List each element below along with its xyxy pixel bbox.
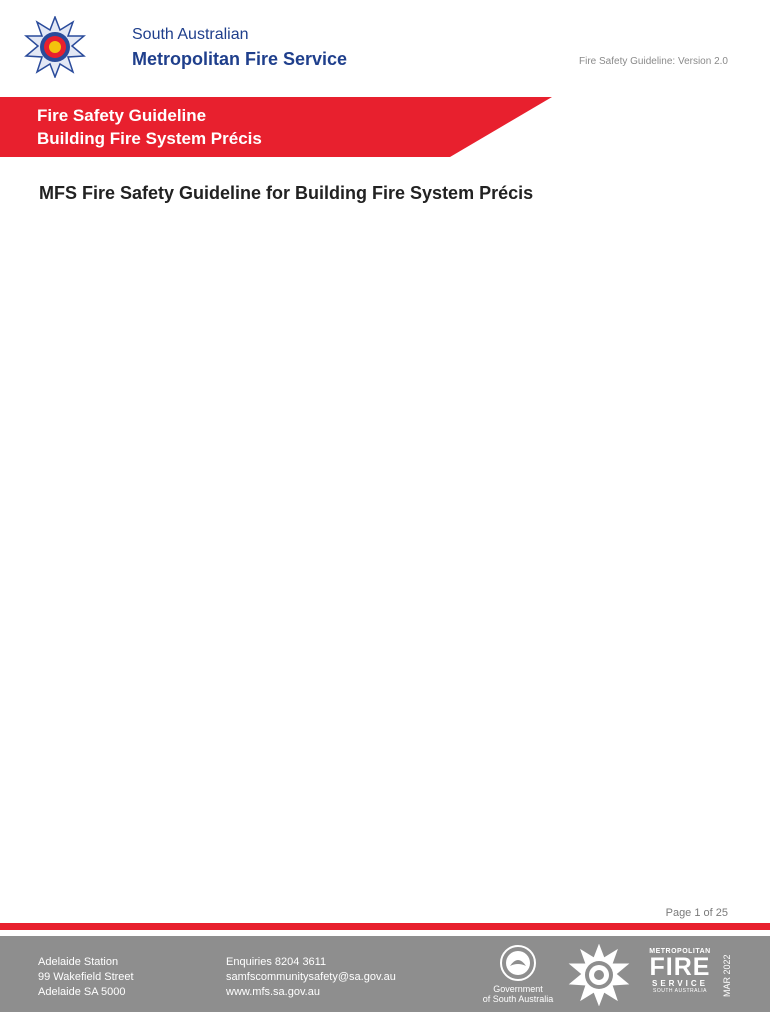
footer-address <box>38 955 134 1000</box>
phone-enquiries: Enquiries 8204 3611 <box>226 956 327 968</box>
mfs-fire-logo <box>646 948 714 994</box>
fire-logo-state: SOUTH AUSTRALIA <box>653 988 707 994</box>
piping-shrike-icon <box>499 944 537 982</box>
address-line: Adelaide SA 5000 <box>38 986 126 998</box>
mfs-footer-star-icon <box>568 944 630 1006</box>
footer-red-stripe <box>0 923 770 930</box>
fire-logo-small: METROPOLITAN <box>649 948 711 955</box>
mfs-star-badge-icon <box>24 16 86 78</box>
banner-line2: Building Fire System Précis <box>37 129 262 148</box>
page-number: Page 1 of 25 <box>665 907 728 919</box>
fire-logo-service: SERVICE <box>652 979 708 988</box>
version-label: Fire Safety Guideline: Version 2.0 <box>579 56 728 67</box>
email-link[interactable]: samfscommunitysafety@sa.gov.au <box>226 971 396 983</box>
publication-date: MAR 2022 <box>722 954 732 998</box>
footer-contact <box>226 955 396 1000</box>
document-title: MFS Fire Safety Guideline for Building Fire System Précis <box>39 183 534 203</box>
banner-title <box>37 104 262 150</box>
gov-line2: of South Australia <box>482 994 554 1004</box>
fire-logo-big: FIRE <box>649 953 711 981</box>
address-line: 99 Wakefield Street <box>38 971 134 983</box>
website-link[interactable]: www.mfs.sa.gov.au <box>226 986 320 998</box>
org-name-line2: Metropolitan Fire Service <box>132 49 348 69</box>
banner-line1: Fire Safety Guideline <box>37 106 207 125</box>
org-name-line1: South Australian <box>132 26 249 43</box>
gov-line1: Government <box>493 984 543 994</box>
address-line: Adelaide Station <box>38 956 119 968</box>
gov-sa-logo <box>468 944 568 1004</box>
